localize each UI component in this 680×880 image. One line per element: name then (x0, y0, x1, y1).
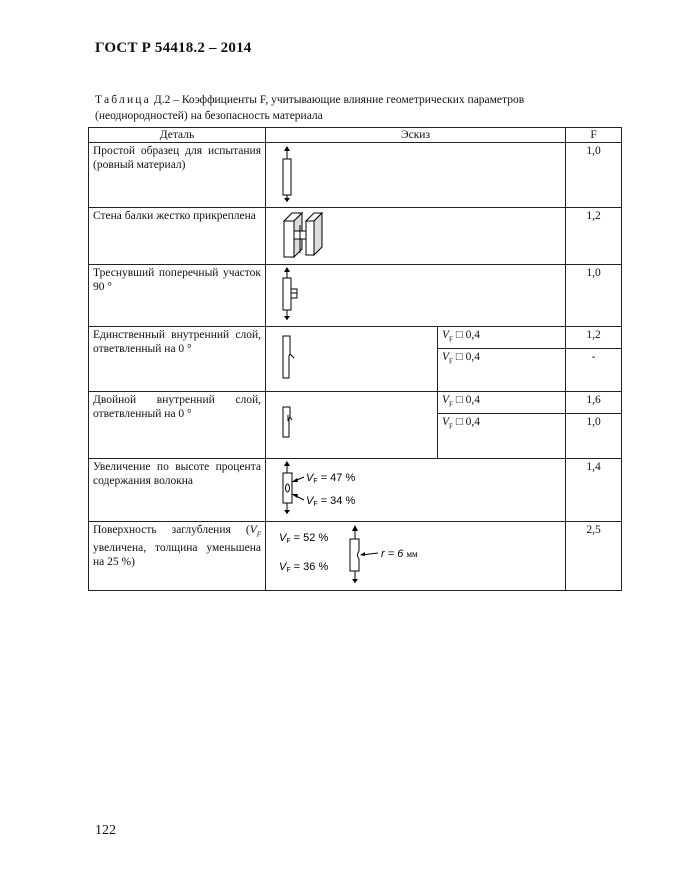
fiber-lower-label: VF = 34 % (306, 495, 356, 508)
header-f: F (566, 128, 622, 143)
condition-sub: F (449, 400, 453, 409)
double-layer-diagram (270, 393, 442, 453)
page-number: 122 (95, 823, 116, 838)
condition-sub: F (449, 422, 453, 431)
condition-sub: F (449, 357, 453, 366)
table-row (89, 459, 622, 522)
condition-sub: F (449, 335, 453, 344)
row-detail: Поверхность заглубления ($V_F$ увеличена, толщина уменьшена на 25 %) (89, 522, 266, 591)
row-detail: Двойной внутренний слой, ответвленный на 0 ° (89, 392, 266, 459)
row-detail: Единственный внутренний слой, ответвленный на 0 ° (89, 327, 266, 392)
table-row (89, 143, 622, 208)
table-row (89, 392, 622, 414)
row-f-value: 1,0 (566, 143, 622, 208)
radius-label: r = 6 мм (381, 548, 418, 560)
table-header-row (89, 128, 622, 143)
header-sketch: Эскиз (266, 128, 566, 143)
surface-lower-label: VF = 36 % (279, 561, 329, 574)
row-f-value: 1,2 (566, 208, 622, 265)
table-row (89, 208, 622, 265)
condition-var: V (442, 329, 450, 341)
condition-cell (438, 413, 566, 458)
condition-value: □ 0,4 (455, 394, 481, 406)
caption-number: Д.2 (153, 94, 171, 106)
condition-cell (438, 348, 566, 391)
table-row (89, 327, 622, 349)
row-detail: Стена балки жестко прикреплена (89, 208, 266, 265)
row-f-value: 1,6 (566, 392, 622, 414)
sketch-simple-specimen (266, 143, 566, 208)
caption-text: – Коэффициенты F, учитывающие влияние геометрических параметров (173, 94, 525, 106)
header-detail: Деталь (89, 128, 266, 143)
fiber-upper-label: VF = 47 % (306, 472, 356, 485)
row-detail: Увеличение по высоте процента содержания волокна (89, 459, 266, 522)
condition-cell (438, 327, 566, 349)
sketch-cracked-section (266, 265, 566, 327)
document-header: ГОСТ Р 54418.2 – 2014 (95, 40, 252, 56)
table-row (89, 265, 622, 327)
single-layer-diagram (270, 328, 442, 386)
simple-specimen-diagram (270, 144, 570, 202)
row-f-value: 1,2 (566, 327, 622, 349)
row-f-value: - (566, 348, 622, 391)
sketch-single-layer (266, 327, 438, 392)
caption-label: Таблица (95, 94, 151, 106)
beam-wall-diagram (270, 209, 570, 259)
fiber-content-diagram (270, 460, 570, 516)
condition-value: □ 0,4 (455, 415, 481, 428)
row-f-value: 1,4 (566, 459, 622, 522)
sketch-recessed-surface (266, 522, 566, 591)
row-detail: Треснувший поперечный участок 90 ° (89, 265, 266, 327)
sketch-fiber-content (266, 459, 566, 522)
row-f-value: 2,5 (566, 522, 622, 591)
table-row (89, 522, 622, 591)
surface-upper-label: VF = 52 % (279, 532, 329, 545)
condition-var: V (442, 415, 450, 428)
recessed-surface-diagram (270, 523, 570, 585)
sketch-beam-wall (266, 208, 566, 265)
sketch-double-layer (266, 392, 438, 459)
coefficients-table (88, 127, 622, 591)
row-f-value: 1,0 (566, 265, 622, 327)
table-caption (95, 92, 631, 124)
caption-continuation: (неоднородностей) на безопасность материала (95, 110, 323, 122)
condition-var: V (442, 350, 450, 363)
cracked-section-diagram (270, 266, 570, 321)
condition-cell (438, 392, 566, 414)
condition-value: □ 0,4 (455, 329, 481, 341)
condition-var: V (442, 394, 450, 406)
row-f-value: 1,0 (566, 413, 622, 458)
row-detail: Простой образец для испытания (ровный материал) (89, 143, 266, 208)
condition-value: □ 0,4 (455, 350, 481, 363)
